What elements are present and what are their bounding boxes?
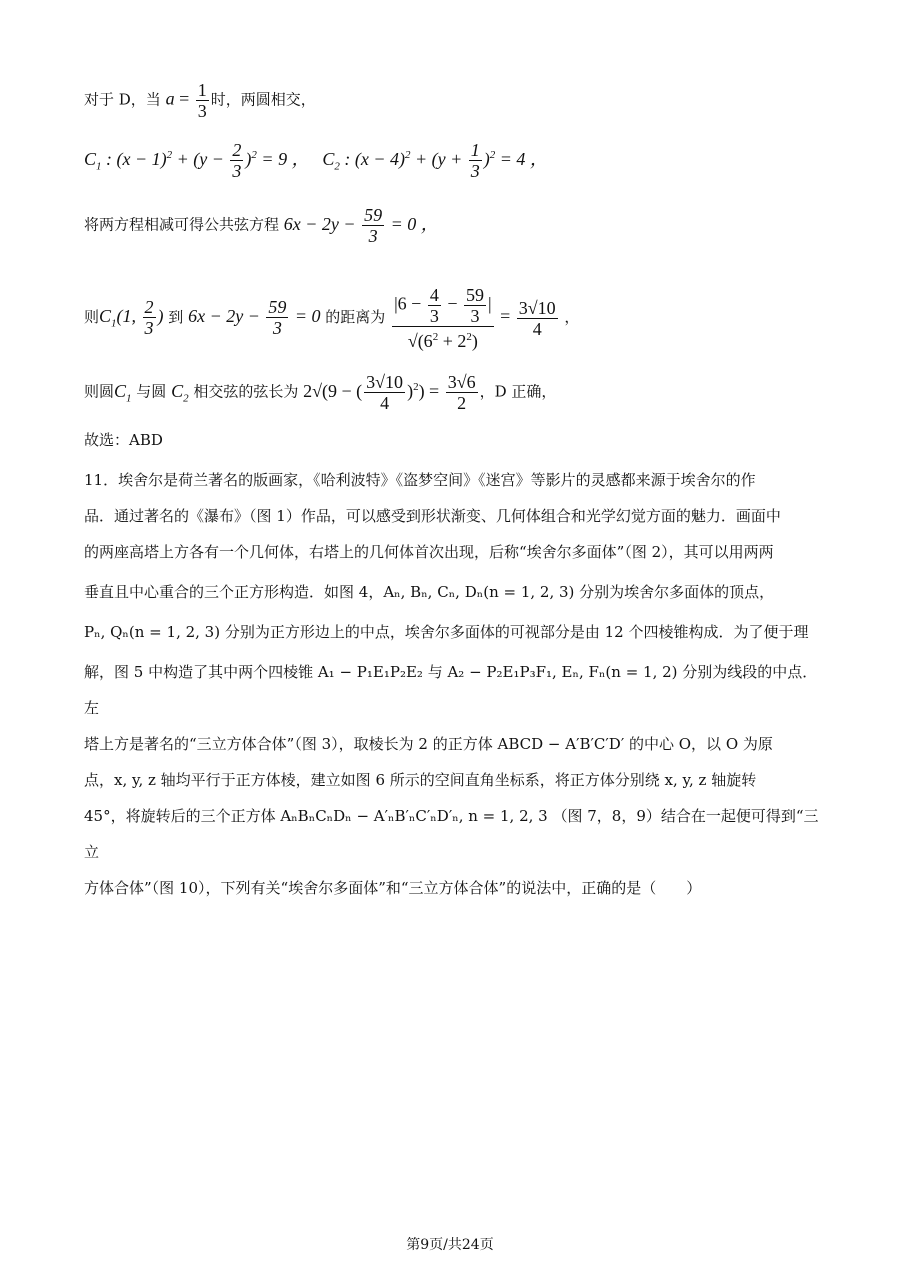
fraction-one-third: $\frac{1}{3}$ (197, 80, 207, 121)
text-segment: 则 (84, 308, 100, 326)
question-line: 方体合体”（图 10），下列有关“埃舍尔多面体”和“三立方体合体”的说法中，正确的是（ ） (84, 879, 702, 897)
point-c1: $C_1(1$, $\frac{2}{3}$ ) (99, 297, 164, 339)
question-line: 垂直且中心重合的三个正方形构造．如图 4，Aₙ, Bₙ, Cₙ, Dₙ(n = 1, 2, 3) 分别为埃舍尔多面体的顶点， (84, 583, 775, 601)
circle-c1-equation: $C_1$ : $(x - 1)^2 + (y$ − $\frac{2}{3}$ )$^2$ = 9 ， (84, 140, 310, 181)
solution-line-3 (84, 205, 439, 246)
question-line: Pₙ, Qₙ(n = 1, 2, 3) 分别为正方形边上的中点，埃舍尔多面体的可视部分是由 12 个四棱锥构成．为了便于理 (84, 623, 809, 641)
circle-c2-equation: $C_2$ : $(x - 4)^2 + (y$ + $\frac{1}{3}$ )$^2$ = 4 ， (322, 140, 548, 181)
solution-line-1: 对于 D，当 a = $\frac{1}{3}$ 时，两圆相交， (84, 80, 316, 121)
question-line: 的两座高塔上方各有一个几何体，右塔上的几何体首次出现，后称“埃舍尔多面体”（图 2），其可以用两两 (84, 543, 774, 561)
text-segment: 则圆 (84, 382, 115, 401)
question-line: 解，图 5 中构造了其中两个四棱锥 A₁ − P₁E₁P₂E₂ 与 A₂ − P₂E₁P₃F₁, Eₙ, Fₙ(n = 1, 2) 分别为线段的中点．左 (84, 663, 818, 717)
text-segment: 对于 D，当 (84, 90, 161, 109)
question-line: 点，x, y, z 轴均平行于正方体棱，建立如图 6 所示的空间直角坐标系，将正方体分别绕 x, y, z 轴旋转 (84, 771, 757, 789)
question-line: 塔上方是著名的“三立方体合体”（图 3），取棱长为 2 的正方体 ABCD − A′B′C′D′ 的中心 O，以 O 为原 (84, 735, 773, 753)
answer-line: 故选：ABD (84, 431, 163, 449)
solution-line-4: 则$C_1(1$, $\frac{2}{3}$ ) 到 6x − 2y − $\frac{59}{3}$ = 0 的距离为 |6 − $\frac{4}{3}$ − $\frac{59}{3}$ | $√(6^2 + 2^2)$ = $\frac{3√10}{4}$ ， (84, 285, 580, 351)
question-line: 11．埃舍尔是荷兰著名的版画家，《哈利波特》《盗梦空间》《迷宫》等影片的灵感都来源于埃舍尔的作 (84, 471, 756, 489)
question-11 (84, 462, 819, 906)
common-chord-equation: 6x − 2y − $\frac{59}{3}$ = 0 ， (283, 205, 439, 246)
solution-line-2 (84, 140, 548, 181)
page-footer: 第9页/共24页 (406, 1237, 494, 1253)
text-segment: 将两方程相减可得公共弦方程 (84, 215, 280, 234)
text-segment: ，D 正确， (479, 382, 557, 401)
distance-fraction: |6 − $\frac{4}{3}$ − $\frac{59}{3}$ | $√(6^2 + 2^2)$ (394, 285, 492, 351)
question-line: 品．通过著名的《瀑布》（图 1）作品，可以感受到形状渐变、几何体组合和光学幻觉方面的魅力．画面中 (84, 507, 781, 525)
text-segment: 时，两圆相交， (210, 90, 316, 109)
chord-length-expression: 2√(9 − ( $\frac{3√10}{4}$ )$^2$) = $\frac{3√6}{2}$ (303, 372, 476, 413)
math-a-equals: a (165, 88, 175, 109)
chord-line-equation: 6x − 2y − $\frac{59}{3}$ = 0 (188, 297, 321, 339)
question-line: 45°，将旋转后的三个正方体 AₙBₙCₙDₙ − A′ₙB′ₙC′ₙD′ₙ, n = 1, 2, 3 （图 7，8，9）结合在一起便可得到“三立 (84, 807, 819, 861)
solution-line-5: 则圆$C_1$ 与圆 $C_2$ 相交弦的弦长为 2√(9 − ( $\frac{3√10}{4}$ )$^2$) = $\frac{3√6}{2}$ ，D 正确， (84, 372, 557, 413)
distance-result: $\frac{3√10}{4}$ (518, 297, 556, 339)
